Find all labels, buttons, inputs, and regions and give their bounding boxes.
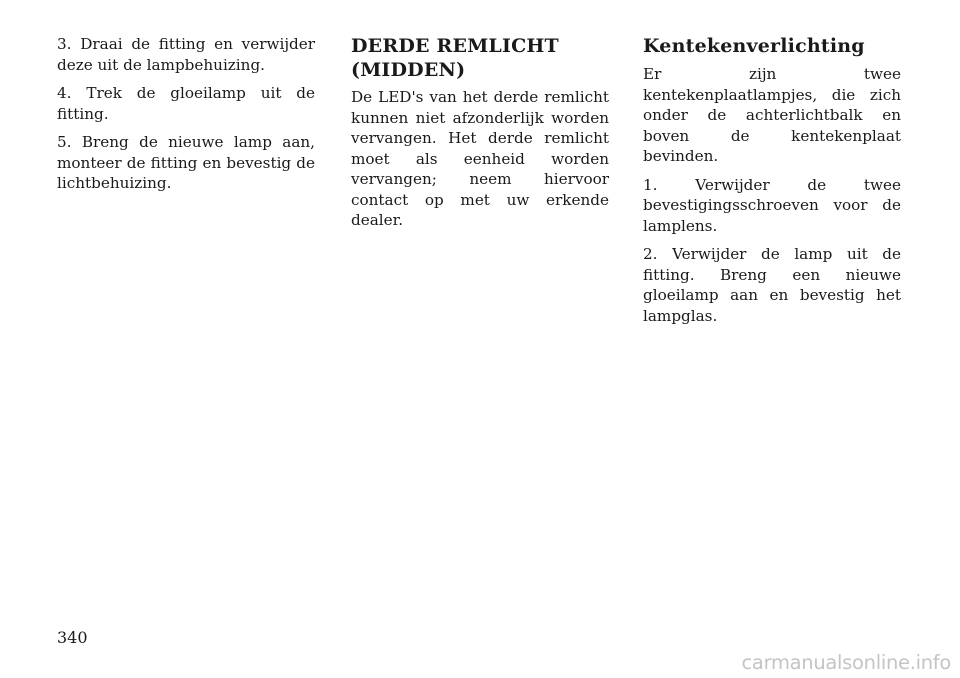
license-step-2-text: 2. Verwijder de lamp uit de fitting. Breng een nieuwe gloeilamp aan en bevestig het lampglas. [643,245,901,325]
third-brake-light-text: De LED's van het derde remlicht kunnen niet afzonderlijk worden vervangen. Het derde remlicht moet als eenheid worden vervangen; neem hiervoor contact op met uw erkende dealer. [351,88,609,229]
left-column [57,34,315,202]
watermark: carmanualsonline.info [741,651,951,674]
middle-column [351,34,609,239]
license-plate-intro-text: Er zijn twee kentekenplaatlampjes, die zich onder de achterlichtbalk en boven de kentekenplaat bevinden. [643,65,901,165]
right-column [643,34,901,334]
step-4-text: 4. Trek de gloeilamp uit de fitting. [57,84,315,123]
page-number: 340 [57,628,88,647]
license-plate-lighting-heading: Kentekenverlichting [643,35,865,57]
third-brake-light-heading: DERDE REMLICHT (MIDDEN) [351,35,559,81]
step-5-text: 5. Breng de nieuwe lamp aan, monteer de fitting en bevestig de lichtbehuizing. [57,133,315,192]
license-step-1-text: 1. Verwijder de twee bevestigingsschroeven voor de lamplens. [643,175,901,235]
step-3-text: 3. Draai de fitting en verwijder deze uit de lampbehuizing. [57,35,315,74]
